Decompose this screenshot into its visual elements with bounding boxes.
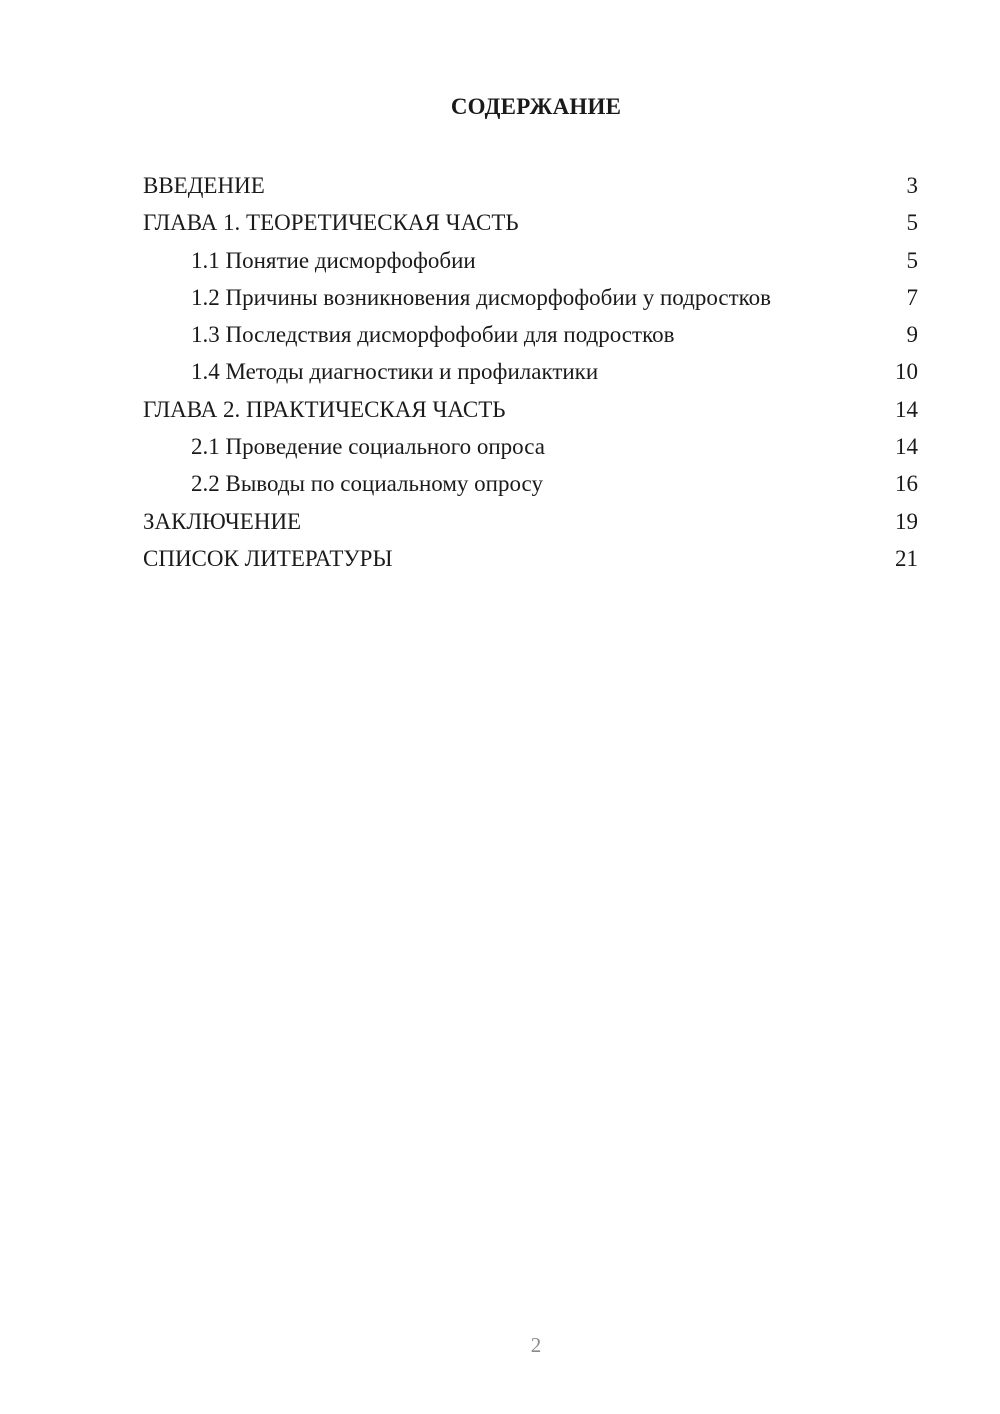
toc-entry-section-1-3[interactable] xyxy=(143,316,918,353)
toc-entry-section-1-4[interactable] xyxy=(143,353,918,390)
toc-entry-section-2-2[interactable] xyxy=(143,465,918,502)
toc-entry-page: 7 xyxy=(906,284,918,310)
page-number: 2 xyxy=(530,1333,542,1357)
toc-entry-introduction[interactable] xyxy=(143,167,918,204)
toc-entry-page: 14 xyxy=(895,434,918,460)
toc-entry-page: 14 xyxy=(895,396,918,422)
toc-entry-conclusion[interactable] xyxy=(143,503,918,540)
toc-entry-label: 2.2 Выводы по социальному опросу xyxy=(191,471,543,497)
toc-entry-page: 10 xyxy=(895,359,918,385)
toc-entry-label: ГЛАВА 2. ПРАКТИЧЕСКАЯ ЧАСТЬ xyxy=(143,396,506,422)
table-of-contents xyxy=(143,167,918,577)
toc-entry-page: 21 xyxy=(895,545,918,571)
toc-entry-page: 9 xyxy=(906,322,918,348)
toc-entry-label: ГЛАВА 1. ТЕОРЕТИЧЕСКАЯ ЧАСТЬ xyxy=(143,210,519,236)
toc-entry-references[interactable] xyxy=(143,540,918,577)
toc-entry-section-1-1[interactable] xyxy=(143,242,918,279)
toc-entry-section-2-1[interactable] xyxy=(143,428,918,465)
toc-entry-page: 19 xyxy=(895,508,918,534)
toc-entry-page: 5 xyxy=(906,210,918,236)
toc-entry-label: 2.1 Проведение социального опроса xyxy=(191,434,545,460)
toc-entry-label: 1.3 Последствия дисморфофобии для подростков xyxy=(191,322,675,348)
toc-entry-label: 1.2 Причины возникновения дисморфофобии у подростков xyxy=(191,284,772,310)
toc-entry-label: ВВЕДЕНИЕ xyxy=(143,173,265,198)
toc-entry-page: 3 xyxy=(906,173,918,198)
toc-entry-label: 1.1 Понятие дисморфофобии xyxy=(191,247,476,273)
toc-entry-label: СПИСОК ЛИТЕРАТУРЫ xyxy=(143,545,393,571)
page-title: СОДЕРЖАНИЕ xyxy=(450,94,622,119)
toc-entry-label: 1.4 Методы диагностики и профилактики xyxy=(191,359,599,385)
toc-entry-page: 5 xyxy=(906,247,918,273)
toc-entry-chapter-1[interactable] xyxy=(143,204,918,241)
toc-entry-chapter-2[interactable] xyxy=(143,391,918,428)
toc-entry-page: 16 xyxy=(895,471,918,497)
toc-entry-label: ЗАКЛЮЧЕНИЕ xyxy=(143,508,302,534)
toc-entry-section-1-2[interactable] xyxy=(143,279,918,316)
